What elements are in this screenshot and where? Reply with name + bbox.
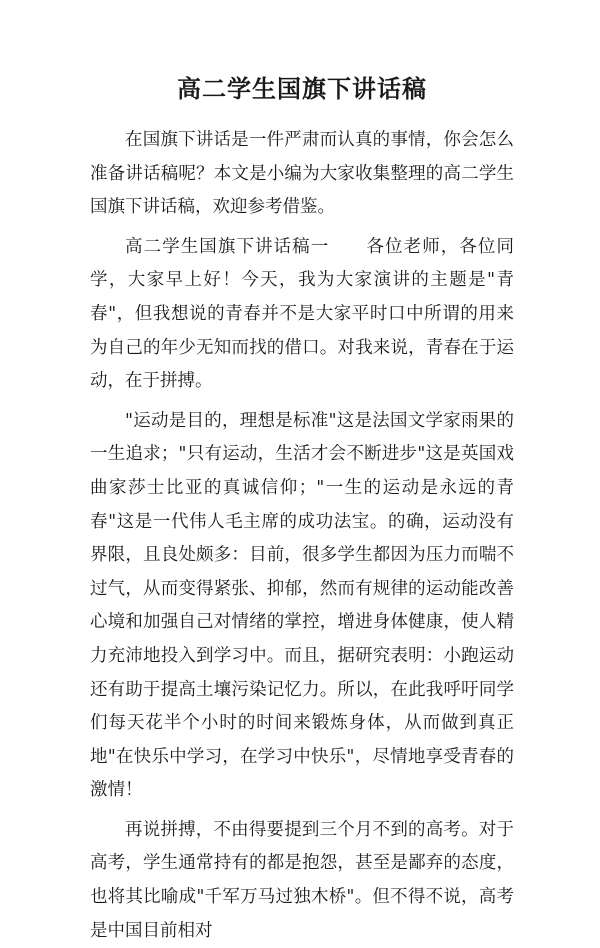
paragraph-striving: 再说拼搏，不由得要提到三个月不到的高考。对于高考，学生通常持有的都是抱怨，甚至是鄙弃的态度，也将其比喻成"千军万马过独木桥"。但不得不说，高考是中国目前相对 [90,819,514,941]
document-title: 高二学生国旗下讲话稿 [177,74,427,103]
paragraph-sports: "运动是目的，理想是标准"这是法国文学家雨果的一生追求；"只有运动，生活才会不断进步"这是英国戏曲家莎士比亚的真诚信仰；"一生的运动是永远的青春"这是一代伟人毛主席的成功法宝。的确，运动没有界限，且良处颇多：目前，很多学生都因为压力而喘不过气，从而变得紧张、抑郁，然而有规律的运动能改善心境和加强自己对情绪的掌控，增进身体健康，使人精力充沛地投入到学习中。而且，据研究表明：小跑运动还有助于提高土壤污染记忆力。所以，在此我呼吁同学们每天花半个小时的时间来锻炼身体，从而做到真正地"在快乐中学习，在学习中快乐"，尽情地享受青春的激情！ [90,410,514,801]
paragraph-speech-opening: 高二学生国旗下讲话稿一 各位老师，各位同学，大家早上好！今天，我为大家演讲的主题是"青春"，但我想说的青春并不是大家平时口中所谓的用来为自己的年少无知而找的借口。对我来说，青春在于运动，在于拼搏。 [90,236,514,392]
paragraph-intro: 在国旗下讲话是一件严肃而认真的事情，你会怎么准备讲话稿呢？本文是小编为大家收集整理的高二学生国旗下讲话稿，欢迎参考借鉴。 [90,130,514,218]
